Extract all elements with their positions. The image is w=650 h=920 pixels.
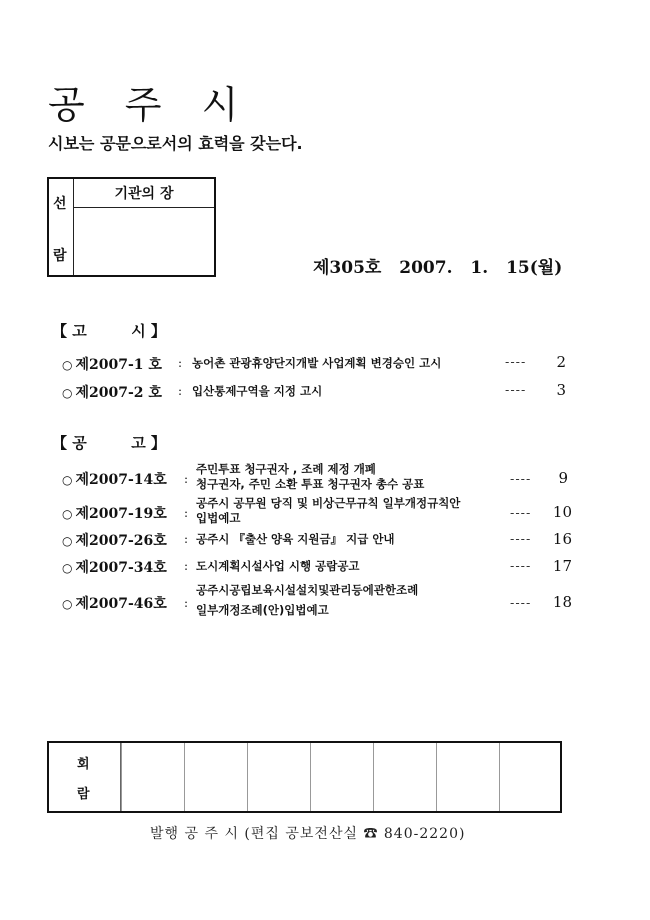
signature-cell: [247, 743, 310, 811]
signature-cell: [436, 743, 499, 811]
item-description-line: 일부개정조례(안)입법예고: [196, 603, 329, 617]
list-item[interactable]: [62, 503, 167, 523]
item-colon: :: [178, 384, 183, 398]
item-colon: :: [178, 356, 183, 370]
publisher-footer: 발행 공 주 시 (편집 공보전산실 ☎ 840-2220): [150, 826, 466, 842]
signature-cell: [499, 743, 560, 811]
page-number: 9: [558, 469, 568, 487]
bullet-icon: ○: [62, 386, 73, 400]
bullet-icon: ○: [62, 473, 73, 487]
item-number: 제2007-1 호: [75, 357, 162, 373]
review-side-label-top: 선: [53, 196, 67, 212]
page-number: 17: [552, 557, 572, 575]
issue-number: 제305호: [313, 258, 382, 278]
circulation-label-cell: [49, 743, 121, 811]
leader-dashes: ----: [510, 559, 532, 573]
item-number: 제2007-26호: [75, 533, 167, 549]
review-header: 기관의 장: [114, 186, 174, 202]
item-number: 제2007-34호: [75, 560, 167, 576]
page-number: 10: [552, 503, 572, 521]
item-colon: :: [184, 472, 189, 486]
page-number: 18: [552, 593, 572, 611]
circulation-label-top: 회: [77, 757, 90, 772]
signature-cell: [373, 743, 436, 811]
item-description-line: 주민투표 청구권자 , 조례 제정 개폐: [196, 462, 376, 476]
bullet-icon: ○: [62, 561, 73, 575]
section-heading-right: 시 】: [131, 322, 166, 340]
bullet-icon: ○: [62, 534, 73, 548]
item-colon: :: [184, 506, 189, 520]
leader-dashes: ----: [505, 355, 527, 369]
item-description-line: 공주시 공무원 당직 및 비상근무규칙 일부개정규칙안: [196, 496, 461, 510]
section-heading-announcement: [52, 432, 166, 453]
bullet-icon: ○: [62, 597, 73, 611]
issue-day: 15(월): [506, 258, 563, 278]
list-item[interactable]: [62, 469, 167, 489]
item-colon: :: [184, 596, 189, 610]
section-heading-left: 【 공: [52, 434, 87, 452]
bullet-icon: ○: [62, 358, 73, 372]
item-description-line: 청구권자, 주민 소환 투표 청구권자 총수 공표: [196, 477, 425, 491]
list-item[interactable]: [62, 593, 167, 613]
document-title: 공 주 시: [48, 83, 253, 127]
signature-cell: [121, 743, 184, 811]
item-colon: :: [184, 532, 189, 546]
circulation-label-bottom: 람: [77, 787, 90, 802]
item-description: 공주시 『출산 양육 지원금』 지급 안내: [196, 532, 395, 546]
item-description: 농어촌 관광휴양단지개발 사업계획 변경승인 고시: [192, 356, 442, 370]
section-heading-left: 【 고: [52, 322, 87, 340]
circulation-table: [47, 741, 562, 813]
signature-cell: [184, 743, 247, 811]
item-colon: :: [184, 559, 189, 573]
page-number: 3: [556, 381, 566, 399]
item-description-line: 입법예고: [196, 511, 241, 525]
leader-dashes: ----: [510, 532, 532, 546]
bullet-icon: ○: [62, 507, 73, 521]
leader-dashes: ----: [505, 383, 527, 397]
leader-dashes: ----: [510, 472, 532, 486]
list-item[interactable]: [62, 354, 162, 374]
section-heading-right: 고 】: [131, 434, 166, 452]
issue-info: [313, 253, 562, 278]
leader-dashes: ----: [510, 596, 532, 610]
page-number: 2: [556, 353, 566, 371]
item-number: 제2007-19호: [75, 506, 167, 522]
item-description: 입산통제구역을 지정 고시: [192, 384, 323, 398]
issue-month: 1.: [470, 258, 489, 278]
item-number: 제2007-46호: [75, 596, 167, 612]
item-number: 제2007-2 호: [75, 385, 162, 401]
item-description: [196, 496, 460, 526]
page-number: 16: [552, 530, 572, 548]
item-number: 제2007-14호: [75, 472, 167, 488]
divider: [73, 207, 214, 208]
item-description: 도시계획시설사업 시행 공람공고: [196, 559, 360, 573]
item-description: [196, 580, 418, 620]
item-description-line: 공주시공립보육시설설치및관리등에관한조례: [196, 583, 419, 597]
list-item[interactable]: [62, 557, 167, 577]
section-heading-notice: [52, 320, 166, 341]
issue-year: 2007.: [399, 258, 453, 278]
list-item[interactable]: [62, 382, 162, 402]
signature-cell: [310, 743, 373, 811]
leader-dashes: ----: [510, 506, 532, 520]
item-description: [196, 462, 424, 492]
review-box: [47, 177, 216, 277]
review-side-label-bottom: 람: [53, 248, 67, 264]
list-item[interactable]: [62, 530, 167, 550]
document-subtitle: 시보는 공문으로서의 효력을 갖는다.: [48, 134, 303, 153]
